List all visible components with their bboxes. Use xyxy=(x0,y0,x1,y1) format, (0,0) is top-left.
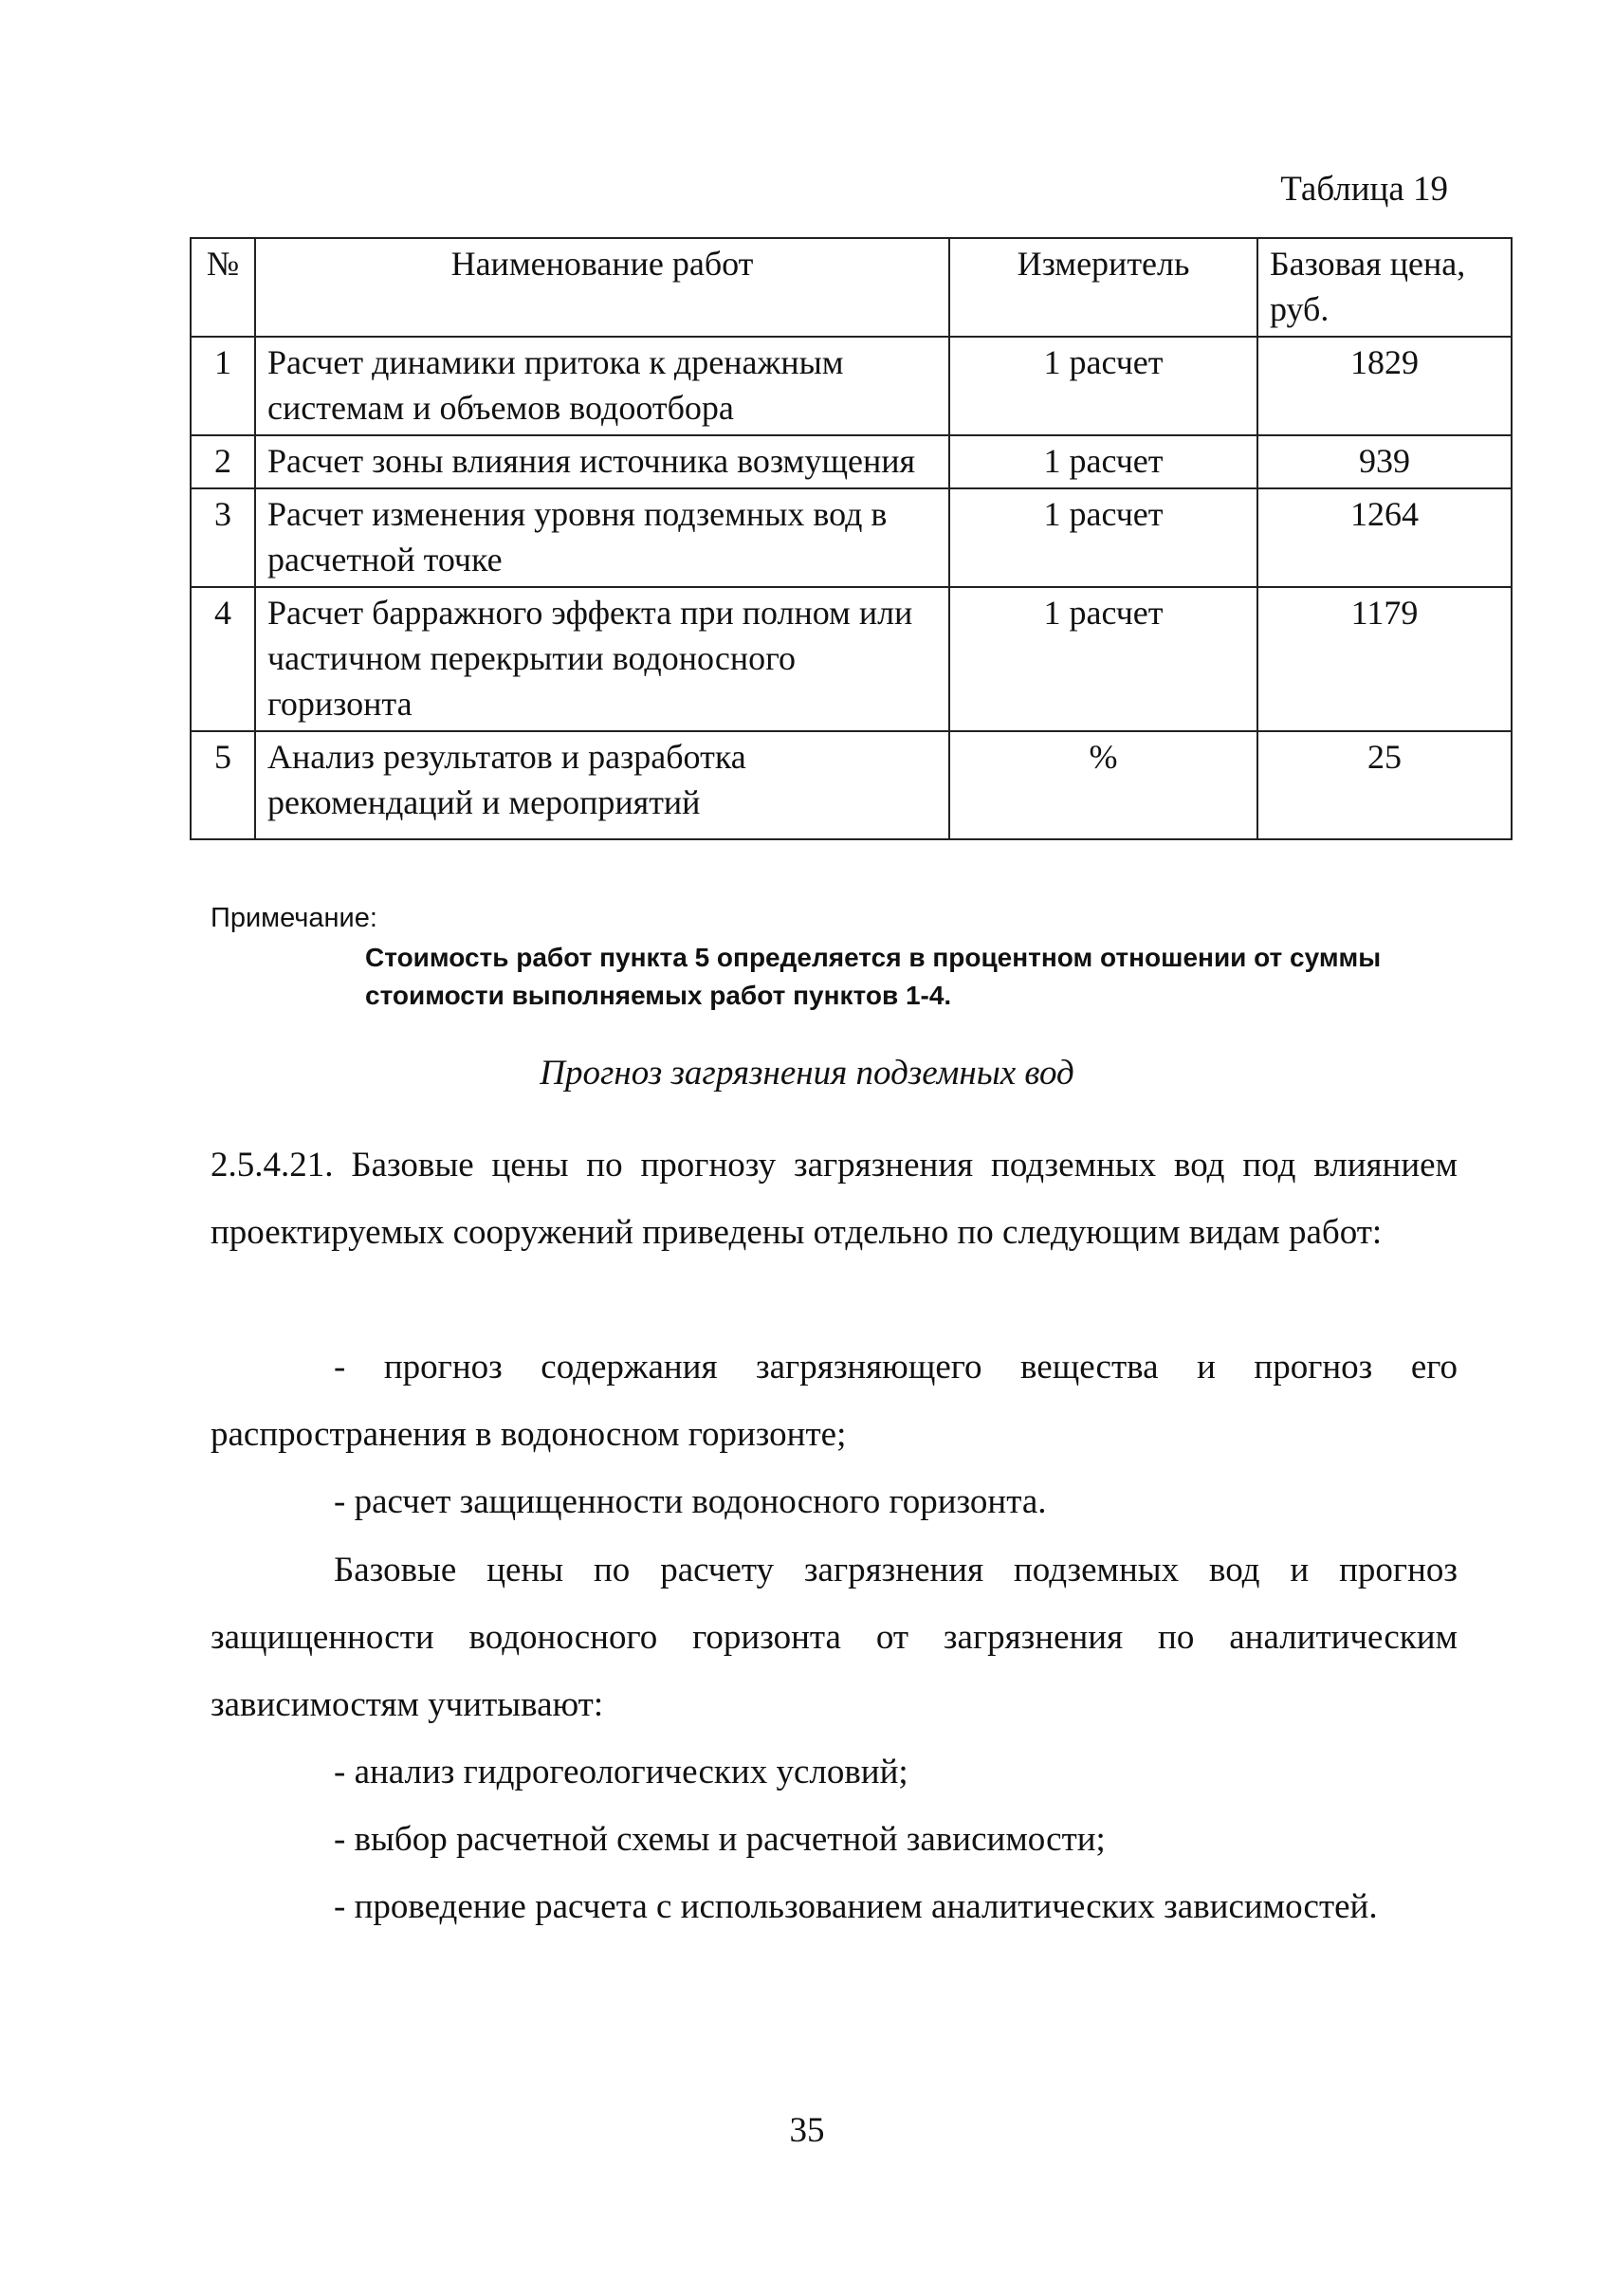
table-caption: Таблица 19 xyxy=(1280,170,1448,209)
row-unit: 1 расчет xyxy=(949,337,1257,435)
paragraph-base-prices: Базовые цены по расчету загрязнения подземных вод и прогноз защищенности водоносного горизонта от загрязнения по аналитическим зависимостям учитывают: xyxy=(211,1551,1458,1724)
prices-table xyxy=(190,237,1513,840)
table-row xyxy=(191,337,1512,435)
bullet-protection: - расчет защищенности водоносного горизонта. xyxy=(334,1482,1047,1521)
note-text: Стоимость работ пункта 5 определяется в процентном отношении от суммы стоимости выполняемых работ пунктов 1-4. xyxy=(365,943,1382,1010)
paragraph-2-5-4-21: 2.5.4.21. Базовые цены по прогнозу загрязнения подземных вод под влиянием проектируемых сооружений приведены отдельно по следующим видам работ: xyxy=(211,1146,1458,1252)
bullet-forecast: - прогноз содержания загрязняющего вещества и прогноз его распространения в водоносном горизонте; xyxy=(211,1348,1458,1454)
table-header-row xyxy=(191,238,1512,337)
row-name: Расчет зоны влияния источника возмущения xyxy=(255,435,949,488)
row-price: 1179 xyxy=(1257,587,1512,731)
row-name: Расчет изменения уровня подземных вод в расчетной точке xyxy=(255,488,949,587)
table-row xyxy=(191,435,1512,488)
row-name: Расчет барражного эффекта при полном или частичном перекрытии водоносного горизонта xyxy=(255,587,949,731)
bullet-calculation: - проведение расчета с использованием аналитических зависимостей. xyxy=(334,1887,1378,1926)
row-num: 3 xyxy=(191,488,255,587)
row-price: 939 xyxy=(1257,435,1512,488)
note-label: Примечание: xyxy=(211,903,377,933)
page-number: 35 xyxy=(789,2111,825,2150)
header-price: Базовая цена, руб. xyxy=(1257,238,1512,337)
row-name: Анализ результатов и разработка рекомендаций и мероприятий xyxy=(255,731,949,839)
row-unit: % xyxy=(949,731,1257,839)
header-unit: Измеритель xyxy=(949,238,1257,337)
row-num: 4 xyxy=(191,587,255,731)
row-unit: 1 расчет xyxy=(949,587,1257,731)
row-price: 1829 xyxy=(1257,337,1512,435)
row-num: 5 xyxy=(191,731,255,839)
row-price: 25 xyxy=(1257,731,1512,839)
row-unit: 1 расчет xyxy=(949,435,1257,488)
table-row xyxy=(191,587,1512,731)
row-num: 2 xyxy=(191,435,255,488)
row-name: Расчет динамики притока к дренажным системам и объемов водоотбора xyxy=(255,337,949,435)
table-row xyxy=(191,731,1512,839)
section-title: Прогноз загрязнения подземных вод xyxy=(540,1054,1074,1093)
row-unit: 1 расчет xyxy=(949,488,1257,587)
bullet-analysis: - анализ гидрогеологических условий; xyxy=(334,1753,908,1791)
header-name: Наименование работ xyxy=(255,238,949,337)
row-price: 1264 xyxy=(1257,488,1512,587)
table-row xyxy=(191,488,1512,587)
header-num: № xyxy=(191,238,255,337)
bullet-scheme: - выбор расчетной схемы и расчетной зависимости; xyxy=(334,1820,1106,1859)
row-num: 1 xyxy=(191,337,255,435)
